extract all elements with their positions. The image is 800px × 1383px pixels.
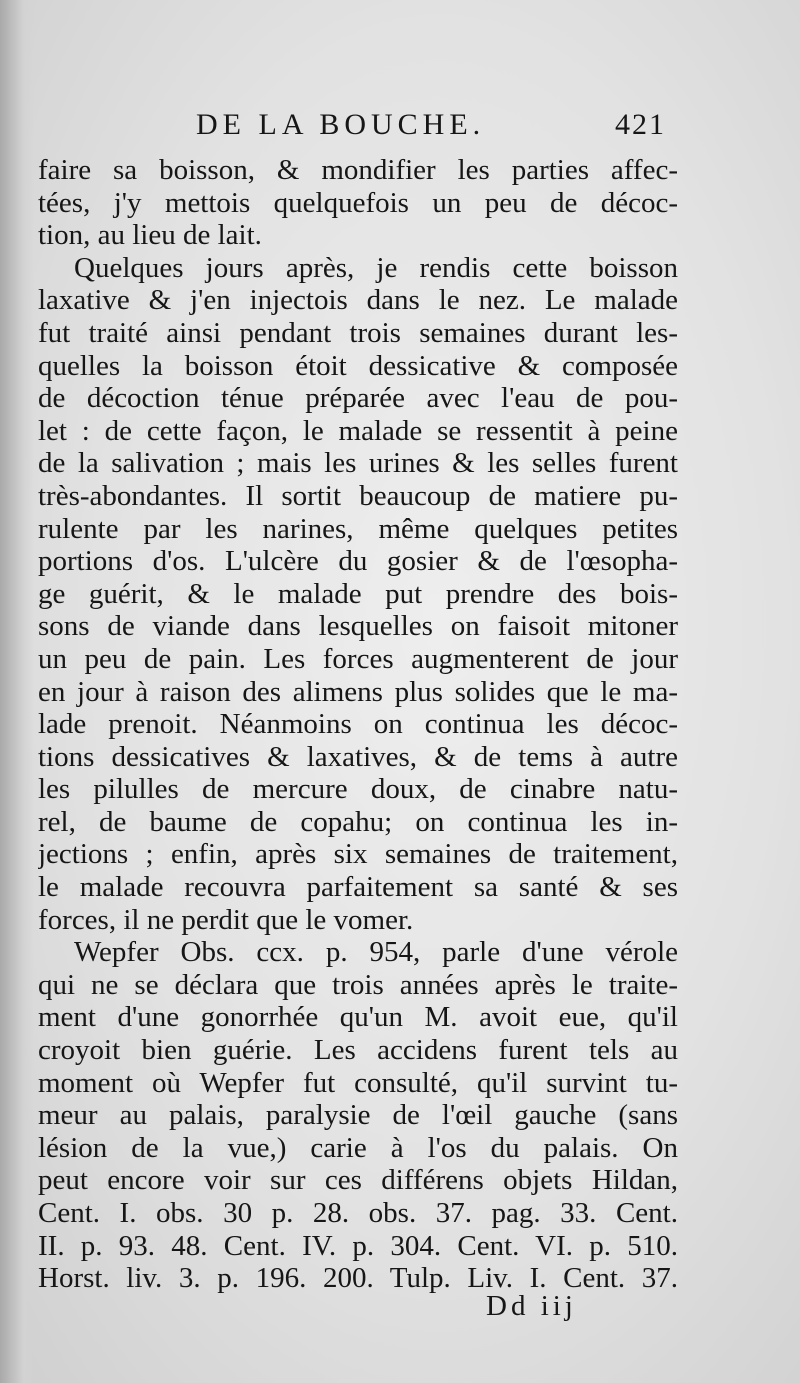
text-line: tions dessicatives & laxatives, & de tems à autre — [38, 740, 678, 773]
text-line: les pilulles de mercure doux, de cinabre natu- — [38, 773, 678, 806]
signature-mark: Dd iij — [486, 1290, 577, 1322]
text-line: rel, de baume de copahu; on continua les in- — [38, 805, 678, 838]
paragraph-first-line: Quelques jours après, je rendis cette boisson — [74, 251, 678, 284]
text-line: laxative & j'en injectois dans le nez. Le malade — [38, 284, 678, 317]
text-line: forces, il ne perdit que le vomer. — [38, 903, 414, 936]
text-line: rulente par les narines, même quelques petites — [38, 512, 678, 545]
text-line: II. p. 93. 48. Cent. IV. p. 304. Cent. VI. p. 510. — [38, 1229, 678, 1262]
text-line: ment d'une gonorrhée qu'un M. avoit eue, qu'il — [38, 1001, 678, 1034]
text-line: le malade recouvra parfaitement sa santé & ses — [38, 871, 678, 904]
text-line: lade prenoit. Néanmoins on continua les décoc- — [38, 708, 678, 741]
text-line: jections ; enfin, après six semaines de traitement, — [38, 838, 678, 871]
text-line: un peu de pain. Les forces augmenterent de jour — [38, 642, 678, 675]
text-line: Horst. liv. 3. p. 196. 200. Tulp. Liv. I. Cent. 37. — [38, 1262, 678, 1295]
text-line: qui ne se déclara que trois années après le traite- — [38, 968, 678, 1001]
text-line: de la salivation ; mais les urines & les selles furent — [38, 447, 678, 480]
running-head: DE LA BOUCHE. — [196, 108, 486, 141]
text-line: fut traité ainsi pendant trois semaines durant les- — [38, 316, 678, 349]
text-line: peut encore voir sur ces différens objets Hildan, — [38, 1164, 678, 1197]
text-line: Cent. I. obs. 30 p. 28. obs. 37. pag. 33. Cent. — [38, 1197, 678, 1229]
text-line: de décoction ténue préparée avec l'eau de pou- — [38, 382, 678, 415]
page-header — [196, 108, 666, 148]
page-number: 421 — [615, 108, 666, 141]
binding-gutter-shadow — [0, 0, 34, 1383]
text-line: lésion de la vue,) carie à l'os du palais. On — [38, 1131, 678, 1164]
text-line: croyoit bien guérie. Les accidens furent tels au — [38, 1034, 678, 1067]
text-line: meur au palais, paralysie de l'œil gauche (sans — [38, 1099, 678, 1132]
text-line: sons de viande dans lesquelles on faisoit mitoner — [38, 610, 678, 643]
text-line: très-abondantes. Il sortit beaucoup de matiere pu- — [38, 479, 678, 512]
text-line: faire sa boisson, & mondifier les parties affec- — [38, 154, 678, 186]
text-line: moment où Wepfer fut consulté, qu'il survint tu- — [38, 1066, 678, 1099]
text-line: quelles la boisson étoit dessicative & composée — [38, 349, 678, 382]
paragraph-first-line: Wepfer Obs. ccx. p. 954, parle d'une vérole — [74, 936, 678, 969]
text-line: tées, j'y mettois quelquefois un peu de décoc- — [38, 186, 678, 219]
text-line: tion, au lieu de lait. — [38, 219, 262, 252]
text-line: ge guérit, & le malade put prendre des bois- — [38, 577, 678, 610]
body-text — [38, 154, 678, 1295]
text-line: let : de cette façon, le malade se ressentit à peine — [38, 414, 678, 447]
text-line: portions d'os. L'ulcère du gosier & de l'œsopha- — [38, 545, 678, 578]
text-line: en jour à raison des alimens plus solides que le ma- — [38, 675, 678, 708]
